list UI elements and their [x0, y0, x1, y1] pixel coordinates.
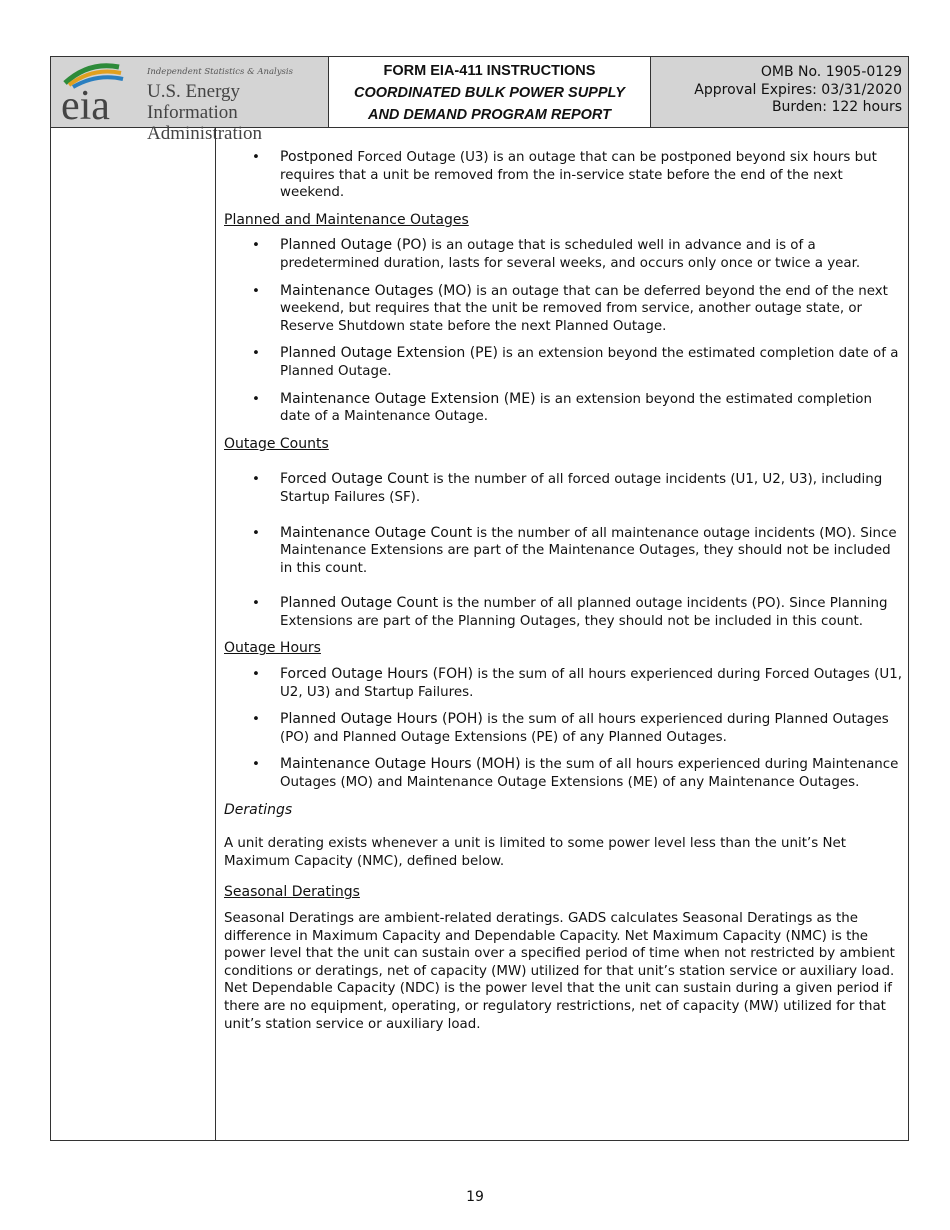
list-item: [224, 345, 904, 380]
list-item: [224, 283, 904, 336]
content-body: [224, 149, 904, 1047]
item-text: is the number of all forced outage incidents (U1, U2, U3), including Startup Failures (SF).: [280, 472, 883, 505]
list-item: [224, 525, 904, 578]
logo-mark: eia: [61, 83, 110, 125]
form-title: [329, 57, 651, 127]
counts-heading: Outage Counts: [224, 435, 329, 452]
item-term: Maintenance Outage Count: [280, 524, 473, 541]
item-text: is the sum of all hours experienced during Forced Outages (U1, U2, U3) and Startup Failures.: [280, 667, 902, 700]
item-term: Postponed: [280, 149, 354, 165]
item-term: Planned Outage (PO): [280, 237, 427, 254]
omb-info: [651, 57, 908, 127]
planned-list: [224, 237, 904, 425]
list-item: [224, 595, 904, 630]
item-term: Maintenance Outages (MO): [280, 282, 472, 299]
postponed-list: [224, 149, 904, 202]
item-text: is an outage that can be deferred beyond the end of the next weekend, but requires that the unit be removed from service, another outage state, or Reserve Shutdown state before the next Planned Outage.: [280, 283, 888, 334]
burden-hours: Burden: 122 hours: [771, 99, 902, 115]
left-column: [51, 128, 216, 1140]
item-text: is the number of all maintenance outage incidents (MO). Since Maintenance Extensions are part of the Maintenance Outages, they should not be included in this count.: [280, 525, 897, 576]
page-header: [51, 57, 908, 144]
hours-heading: Outage Hours: [224, 640, 321, 657]
title-line1: FORM EIA-411 INSTRUCTIONS: [383, 63, 596, 79]
list-item: [224, 149, 904, 202]
list-item: [224, 711, 904, 746]
logo-name-line2: Administration: [147, 123, 263, 144]
list-item: [224, 666, 904, 701]
item-term: Forced Outage Hours (FOH): [280, 666, 474, 683]
list-item: [224, 237, 904, 272]
deratings-heading: Deratings: [224, 801, 293, 818]
item-term: Maintenance Outage Extension (ME): [280, 390, 536, 407]
logo-name-line1: U.S. Energy Information: [147, 81, 241, 123]
list-item: [224, 756, 904, 791]
item-term: Planned Outage Count: [280, 595, 439, 612]
list-item: [224, 471, 904, 506]
counts-list: [224, 471, 904, 630]
item-text: is an outage that is scheduled well in advance and is of a predetermined duration, lasts for several weeks, and occurs only once or twice a year.: [280, 238, 861, 271]
title-line2: COORDINATED BULK POWER SUPPLY: [354, 85, 625, 101]
omb-number: OMB No. 1905-0129: [760, 64, 902, 80]
logo-tagline: Independent Statistics & Analysis: [147, 67, 293, 77]
item-text: Forced Outage (U3) is an outage that can be postponed beyond six hours but requires that a unit be removed from the in-service state before the end of the next weekend.: [280, 150, 877, 201]
item-term: Planned Outage Extension (PE): [280, 345, 498, 362]
item-text: is an extension beyond the estimated completion date of a Planned Outage.: [280, 346, 899, 379]
item-term: Planned Outage Hours (POH): [280, 711, 483, 728]
item-text: is the number of all planned outage incidents (PO). Since Planning Extensions are part of the Planning Outages, they should not be included in this count.: [280, 596, 888, 629]
page-number: 19: [466, 1189, 484, 1205]
item-text: is the sum of all hours experienced during Maintenance Outages (MO) and Maintenance Outage Extensions (ME) of any Maintenance Outages.: [280, 757, 899, 791]
seasonal-paragraph: Seasonal Deratings are ambient-related deratings. GADS calculates Seasonal Deratings as the difference in Maximum Capacity and Dependable Capacity. Net Maximum Capacity (NMC) is the power level that the unit can sustain over a specified period of time when not restricted by ambient conditions or deratings, net of capacity (MW) utilized for that unit’s station service or auxiliary load. Net Dependable Capacity (NDC) is the power level that the unit can sustain during a given period if there are no equipment, operating, or regulatory restrictions, net of capacity (MW) utilized for that unit’s station service or auxiliary load.: [224, 911, 895, 1032]
item-term: Maintenance Outage Hours (MOH): [280, 756, 521, 773]
form-frame: [50, 56, 909, 1141]
planned-heading: Planned and Maintenance Outages: [224, 211, 469, 228]
list-item: [224, 391, 904, 426]
hours-list: [224, 666, 904, 792]
eia-logo-icon: [59, 61, 143, 125]
seasonal-heading: Seasonal Deratings: [224, 884, 360, 901]
item-term: Forced Outage Count: [280, 471, 429, 488]
title-line3: AND DEMAND PROGRAM REPORT: [367, 107, 612, 123]
item-text: is the sum of all hours experienced during Planned Outages (PO) and Planned Outage Extensions (PE) of any Planned Outages.: [280, 712, 889, 745]
approval-expires: Approval Expires: 03/31/2020: [694, 81, 902, 98]
deratings-paragraph: A unit derating exists whenever a unit is limited to some power level less than the unit’s Net Maximum Capacity (NMC), defined below.: [224, 836, 846, 869]
eia-logo-block: [51, 57, 329, 144]
item-text: is an extension beyond the estimated completion date of a Maintenance Outage.: [280, 391, 872, 425]
